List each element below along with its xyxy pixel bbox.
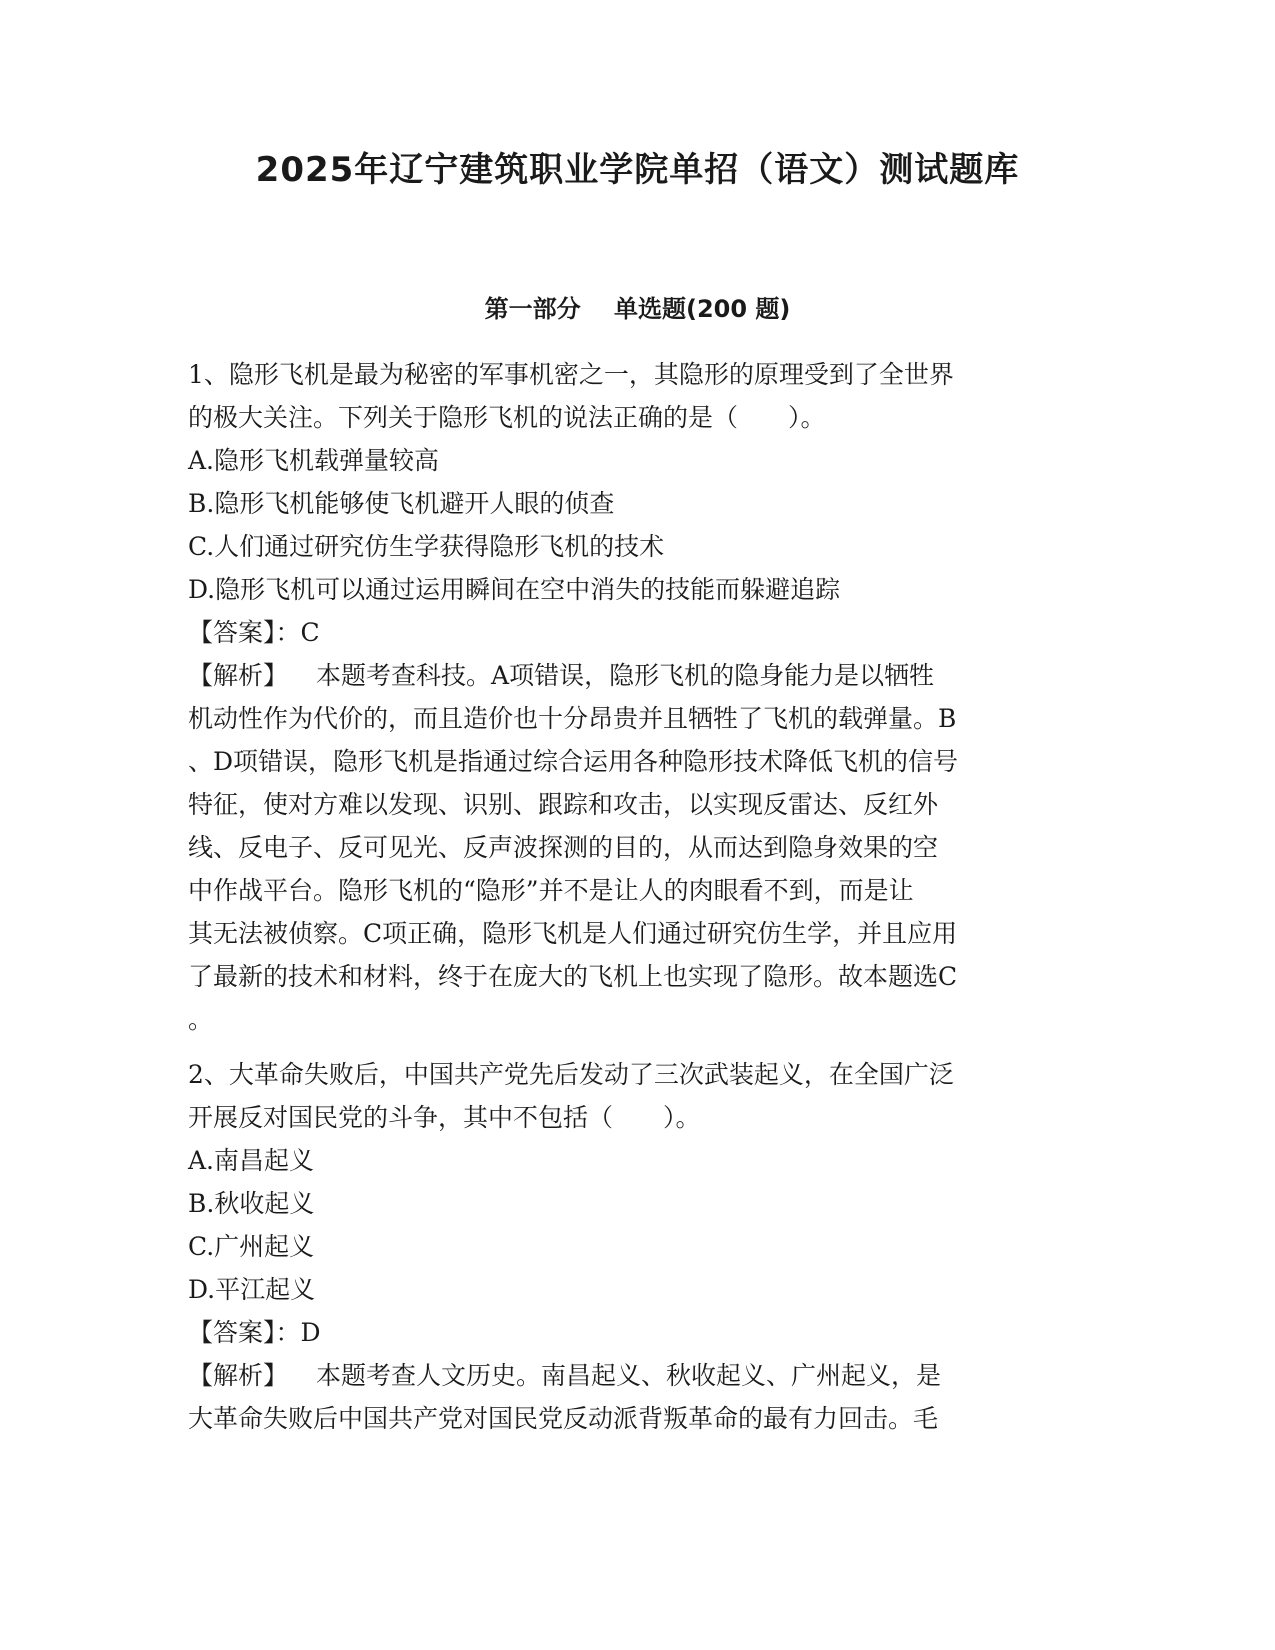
- answer-label: 【答案】：: [188, 1318, 301, 1347]
- analysis-text: 本题考查人文历史。南昌起义、秋收起义、广州起义，是: [316, 1361, 942, 1390]
- analysis-label: 【解析】: [188, 661, 289, 690]
- answer-value: D: [300, 1318, 321, 1347]
- answer-label: 【答案】：: [188, 618, 301, 647]
- analysis-line: [188, 1354, 1088, 1397]
- option-d: D.平江起义: [188, 1275, 316, 1304]
- question-stem-line: 2、大革命失败后，中国共产党先后发动了三次武装起义，在全国广泛: [188, 1060, 954, 1089]
- answer-line: [188, 611, 1088, 654]
- analysis-text: 。: [188, 1005, 214, 1034]
- analysis-text: 特征，使对方难以发现、识别、跟踪和攻击，以实现反雷达、反红外: [188, 790, 939, 819]
- analysis-label: 【解析】: [188, 1361, 289, 1390]
- option-c: C.广州起义: [188, 1232, 315, 1261]
- question-stem-line: 的极大关注。下列关于隐形飞机的说法正确的是（ ）。: [188, 403, 826, 432]
- question-stem-line: 开展反对国民党的斗争，其中不包括（ ）。: [188, 1103, 701, 1132]
- option-a: A.隐形飞机载弹量较高: [188, 446, 440, 475]
- question-1: [188, 353, 1088, 1041]
- question-stem-line: 1、隐形飞机是最为秘密的军事机密之一，其隐形的原理受到了全世界: [188, 360, 954, 389]
- answer-value: C: [300, 618, 320, 647]
- analysis-text: 线、反电子、反可见光、反声波探测的目的，从而达到隐身效果的空: [188, 833, 939, 862]
- document-title: 2025年辽宁建筑职业学院单招（语文）测试题库: [255, 150, 1020, 190]
- section-title: 第一部分 单选题(200 题): [484, 295, 791, 323]
- analysis-text: 中作战平台。隐形飞机的“隐形”并不是让人的肉眼看不到，而是让: [188, 876, 914, 905]
- question-list: [188, 353, 1088, 1440]
- analysis-text: 大革命失败后中国共产党对国民党反动派背叛革命的最有力回击。毛: [188, 1404, 939, 1433]
- option-c: C.人们通过研究仿生学获得隐形飞机的技术: [188, 532, 665, 561]
- analysis-text: 其无法被侦察。C项正确，隐形飞机是人们通过研究仿生学，并且应用: [188, 919, 958, 948]
- option-b: B.隐形飞机能够使飞机避开人眼的侦查: [188, 489, 615, 518]
- option-b: B.秋收起义: [188, 1189, 315, 1218]
- analysis-text: 、D项错误，隐形飞机是指通过综合运用各种隐形技术降低飞机的信号: [188, 747, 959, 776]
- question-gap: [188, 1041, 1088, 1053]
- option-d: D.隐形飞机可以通过运用瞬间在空中消失的技能而躲避追踪: [188, 575, 841, 604]
- analysis-text: 本题考查科技。A项错误，隐形飞机的隐身能力是以牺牲: [316, 661, 935, 690]
- analysis-text: 机动性作为代价的，而且造价也十分昂贵并且牺牲了飞机的载弹量。B: [188, 704, 957, 733]
- answer-line: [188, 1311, 1088, 1354]
- analysis-text: 了最新的技术和材料，终于在庞大的飞机上也实现了隐形。故本题选C: [188, 962, 958, 991]
- option-a: A.南昌起义: [188, 1146, 315, 1175]
- question-2: [188, 1053, 1088, 1440]
- analysis-line: [188, 654, 1088, 697]
